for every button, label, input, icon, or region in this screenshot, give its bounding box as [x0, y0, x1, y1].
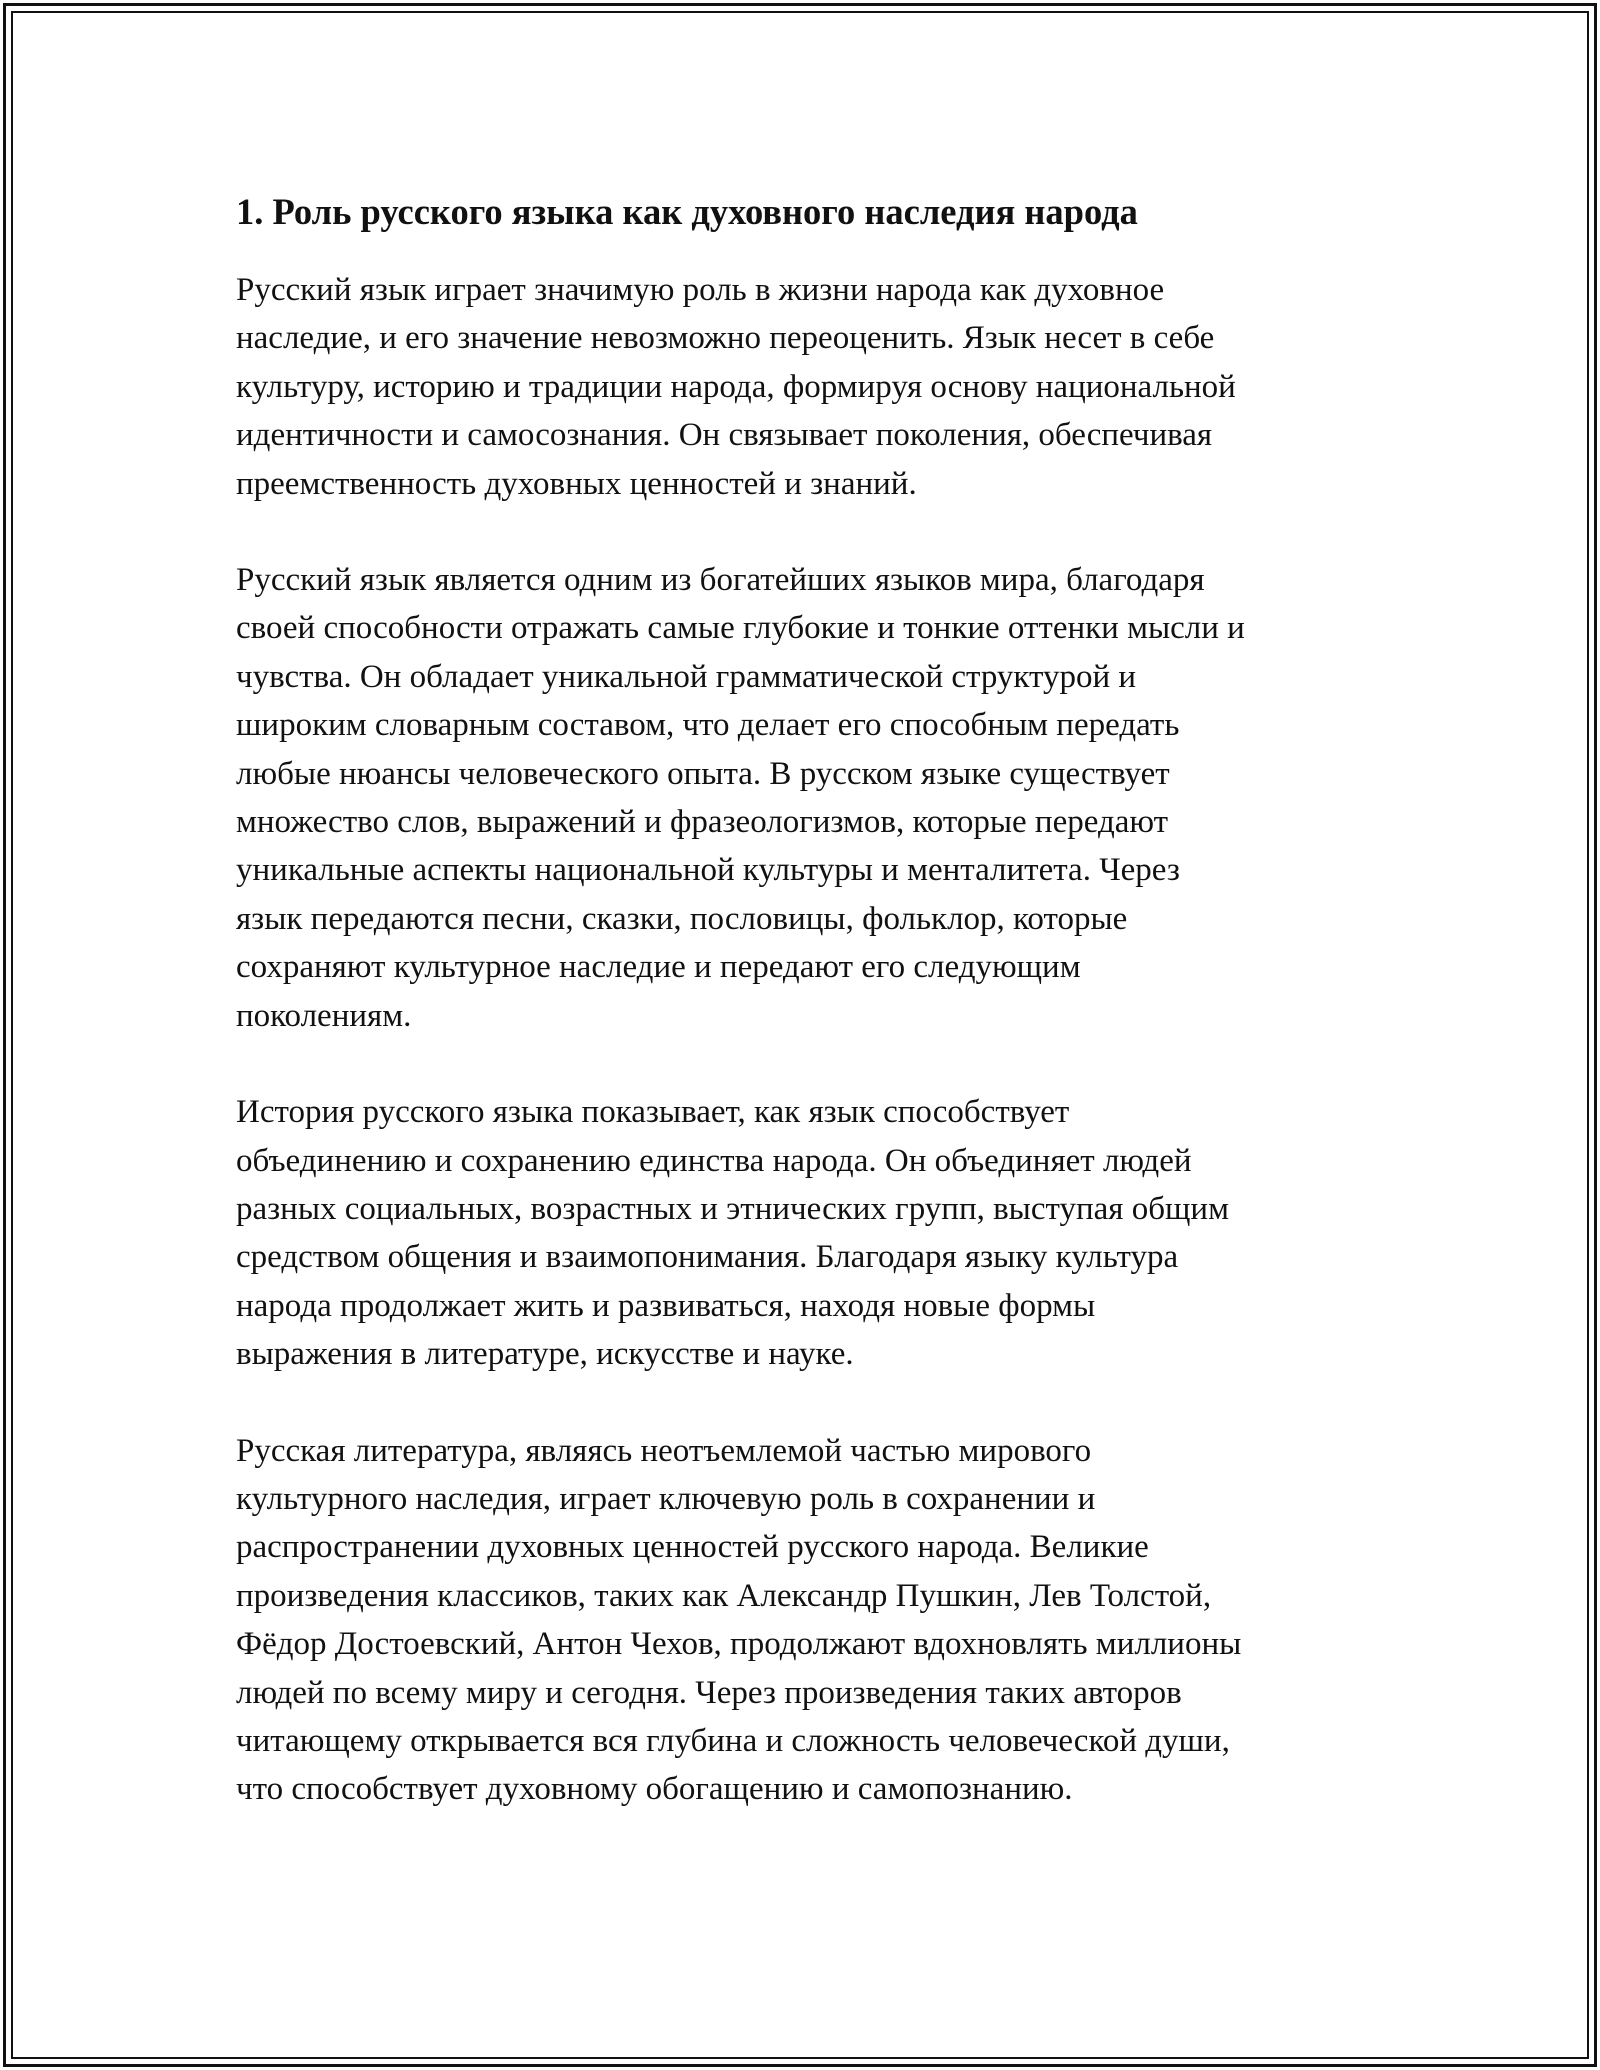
paragraph-line: наследие, и его значение невозможно переоценить. Язык несет в себе	[236, 320, 1215, 357]
section-heading: 1. Роль русского языка как духовного наследия народа	[236, 191, 1138, 232]
paragraph-line: поколениям.	[236, 997, 412, 1034]
paragraph-line: народа продолжает жить и развиваться, находя новые формы	[236, 1287, 1096, 1324]
paragraph-line: любые нюансы человеческого опыта. В русском языке существует	[236, 755, 1170, 792]
paragraph-line: объединению и сохранению единства народа. Он объединяет людей	[236, 1142, 1192, 1179]
paragraph-line: выражения в литературе, искусстве и науке.	[236, 1336, 854, 1373]
paragraph-line: своей способности отражать самые глубокие и тонкие оттенки мысли и	[236, 610, 1245, 647]
paragraph-line: произведения классиков, таких как Александр Пушкин, Лев Толстой,	[236, 1577, 1212, 1614]
paragraph-line: множество слов, выражений и фразеологизмов, которые передают	[236, 804, 1169, 841]
paragraph	[236, 556, 1371, 1040]
paragraph-line: средством общения и взаимопонимания. Благодаря языку культура	[236, 1239, 1179, 1276]
paragraph-line: культурного наследия, играет ключевую роль в сохранении и	[236, 1480, 1096, 1517]
paragraph-list	[236, 266, 1371, 1814]
paragraph-line: чувства. Он обладает уникальной грамматической структурой и	[236, 658, 1137, 695]
paragraph-line: культуру, историю и традиции народа, формируя основу национальной	[236, 368, 1236, 405]
paragraph-line: преемственность духовных ценностей и знаний.	[236, 465, 917, 502]
paragraph-line: Русская литература, являясь неотъемлемой частью мирового	[236, 1432, 1092, 1469]
document-body	[236, 186, 1371, 1862]
paragraph-line: История русского языка показывает, как язык способствует	[236, 1094, 1070, 1131]
paragraph	[236, 266, 1371, 508]
paragraph-line: читающему открывается вся глубина и сложность человеческой души,	[236, 1722, 1230, 1759]
paragraph-line: разных социальных, возрастных и этнических групп, выступая общим	[236, 1190, 1229, 1227]
paragraph-line: Русский язык играет значимую роль в жизни народа как духовное	[236, 272, 1165, 308]
paragraph-line: Фёдор Достоевский, Антон Чехов, продолжают вдохновлять миллионы	[236, 1626, 1242, 1663]
paragraph-line: что способствует духовному обогащению и самопознанию.	[236, 1771, 1073, 1808]
paragraph-line: сохраняют культурное наследие и передают его следующим	[236, 949, 1081, 986]
paragraph-line: распространении духовных ценностей русского народа. Великие	[236, 1529, 1149, 1566]
paragraph	[236, 1088, 1371, 1378]
paragraph	[236, 1427, 1371, 1814]
paragraph-line: людей по всему миру и сегодня. Через произведения таких авторов	[236, 1674, 1182, 1711]
paragraph-line: уникальные аспекты национальной культуры и менталитета. Через	[236, 852, 1180, 889]
paragraph-line: широким словарным составом, что делает его способным передать	[236, 707, 1180, 744]
paragraph-line: идентичности и самосознания. Он связывает поколения, обеспечивая	[236, 417, 1213, 454]
paragraph-line: Русский язык является одним из богатейших языков мира, благодаря	[236, 562, 1205, 599]
paragraph-line: язык передаются песни, сказки, пословицы, фольклор, которые	[236, 900, 1128, 937]
